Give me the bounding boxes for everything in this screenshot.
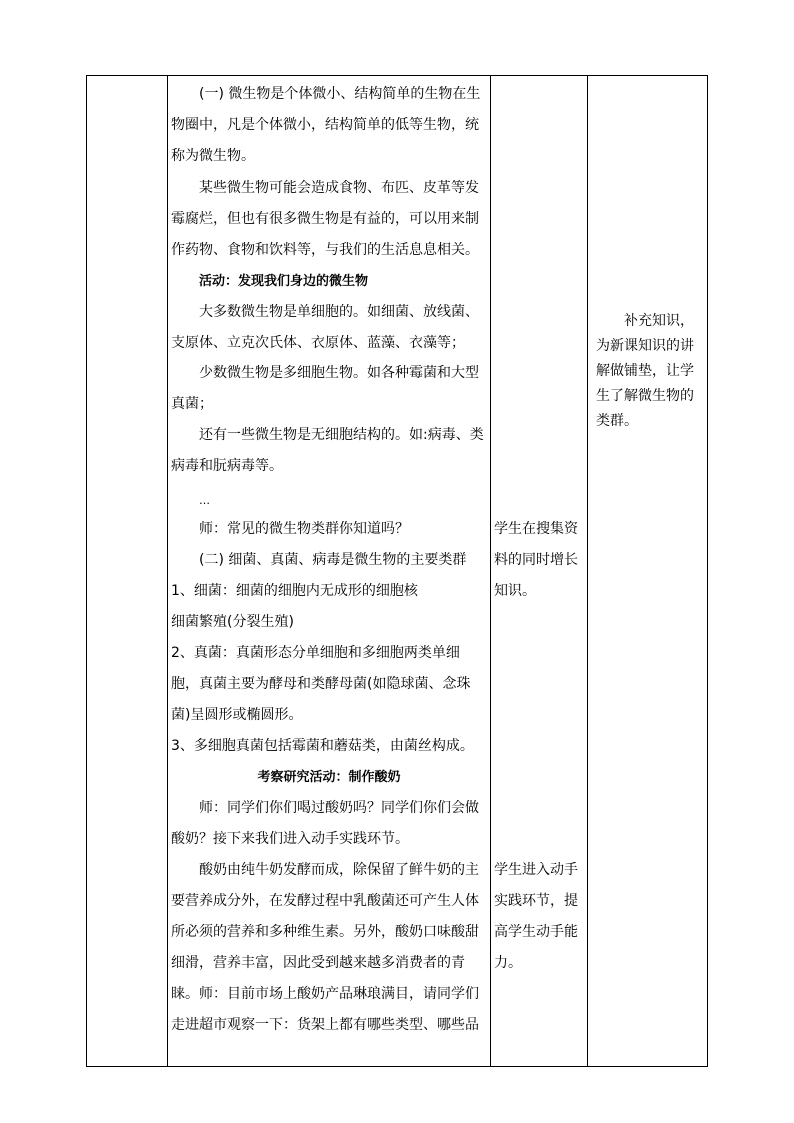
content-paragraph: 1、细菌：细菌的细胞内无成形的细胞核 <box>171 583 418 599</box>
teacher-question: 师：目前市场上酸奶产品琳琅满目，请同学们走进超市观察一下：货架上都有哪些类型、哪些品 <box>171 986 479 1033</box>
student-activity-column <box>491 76 587 1066</box>
stage-column <box>86 76 167 1066</box>
content-paragraph: 酸奶由纯牛奶发酵而成，除保留了鲜牛奶的主要营养成分外，在发酵过程中乳酸菌还可产生人体所必须的营养和多种维生素。另外，酸奶口味酸甜细滑，营养丰富，因此受到越来越多消费者的青睐。 <box>171 862 479 1002</box>
design-intent: 补充知识，为新课知识的讲解做铺垫，让学生了解微生物的类群。 <box>596 313 694 429</box>
content-paragraph: 3、多细胞真菌包括霉菌和蘑菇类，由菌丝构成。 <box>171 738 474 754</box>
content-paragraph: 少数微生物是多细胞生物。如各种霉菌和大型真菌； <box>171 365 479 412</box>
activity-heading: 活动：发现我们身边的微生物 <box>199 274 369 289</box>
content-paragraph: 细菌繁殖(分裂生殖) <box>171 614 294 630</box>
teacher-question: 师：同学们你们喝过酸奶吗？同学们你们会做酸奶？接下来我们进入动手实践环节。 <box>171 800 479 847</box>
border-right <box>707 76 708 1066</box>
content-paragraph: (一) 微生物是个体微小、结构简单的生物在生物圈中，凡是个体微小，结构简单的低等生物，统称为微生物。 <box>171 86 481 164</box>
ellipsis: … <box>199 494 210 507</box>
content-paragraph: 大多数微生物是单细胞的。如细菌、放线菌、支原体、立克次氏体、衣原体、蓝藻、衣藻等； <box>171 304 479 351</box>
content-paragraph: 2、真菌：真菌形态分单细胞和多细胞两类单细胞，真菌主要为酵母和类酵母菌(如隐球菌、念珠菌)呈圆形或椭圆形。 <box>171 645 471 723</box>
content-paragraph: 某些微生物可能会造成食物、布匹、皮革等发霉腐烂，但也有很多微生物是有益的，可以用来制作药物、食物和饮料等，与我们的生活息息相关。 <box>171 180 479 258</box>
section-heading: (二) 细菌、真菌、病毒是微生物的主要类群 <box>199 552 467 568</box>
content-column <box>168 76 490 1066</box>
design-intent-column <box>588 76 707 1066</box>
student-activity: 学生在搜集资料的同时增长知识。 <box>494 521 578 599</box>
lesson-table <box>86 75 708 1067</box>
student-activity: 学生进入动手实践环节，提高学生动手能力。 <box>494 862 578 971</box>
activity-heading: 考察研究活动：制作酸奶 <box>257 770 401 785</box>
teacher-question: 师：常见的微生物类群你知道吗？ <box>199 521 409 537</box>
content-paragraph: 还有一些微生物是无细胞结构的。如:病毒、类病毒和朊病毒等。 <box>171 427 484 474</box>
